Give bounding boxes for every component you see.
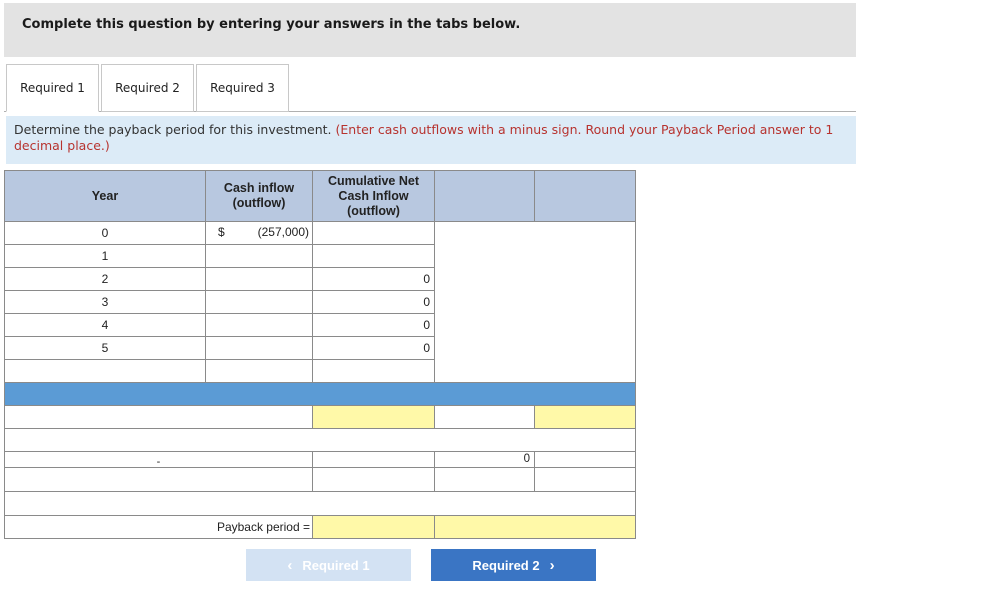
total-cumulative-cell: [312, 359, 435, 383]
calc-input-2[interactable]: [534, 405, 636, 429]
cumulative-cell: 0: [312, 313, 435, 337]
tab-required-2[interactable]: Required 2: [101, 64, 194, 112]
currency-symbol: $: [218, 225, 225, 239]
total-label-cell: [4, 359, 206, 383]
next-label: Required 2: [472, 557, 540, 573]
calc-cell: [312, 467, 435, 492]
header-year: Year: [4, 170, 206, 222]
year-cell: 5: [4, 336, 206, 360]
cash-inflow-input[interactable]: [205, 244, 313, 268]
right-blank-area: [434, 221, 636, 383]
question-instruction: [6, 116, 856, 164]
chevron-right-icon: ›: [549, 556, 555, 574]
spacer-row: [4, 491, 636, 516]
year-cell: 4: [4, 313, 206, 337]
cumulative-cell: 0: [312, 267, 435, 291]
cash-inflow-input[interactable]: [205, 336, 313, 360]
header-blank-1: [434, 170, 535, 222]
instruction-text: Determine the payback period for this investment.: [14, 122, 332, 137]
header-cash-inflow: Cash inflow (outflow): [205, 170, 313, 222]
header-cumulative: Cumulative Net Cash Inflow (outflow): [312, 170, 435, 222]
cash-amount: (257,000): [257, 225, 309, 239]
dash-mark: -: [156, 456, 161, 468]
cumulative-cell: 0: [312, 336, 435, 360]
cumulative-cell: [312, 244, 435, 268]
header-title: Complete this question by entering your answers in the tabs below.: [22, 17, 521, 32]
calc-cell: [4, 467, 313, 492]
previous-label: Required 1: [302, 557, 370, 573]
calc-cell: [534, 467, 636, 492]
cash-inflow-input[interactable]: [205, 290, 313, 314]
tab-required-1[interactable]: Required 1: [6, 64, 99, 112]
year-cell: 3: [4, 290, 206, 314]
calc-result-value: 0: [523, 453, 530, 465]
calc-cell: [312, 451, 435, 468]
cumulative-cell: [312, 221, 435, 245]
calc-input-1[interactable]: [312, 405, 435, 429]
payback-label: Payback period =: [4, 515, 313, 539]
year-cell: 2: [4, 267, 206, 291]
year-cell: 1: [4, 244, 206, 268]
total-cash-cell: [205, 359, 313, 383]
cumulative-cell: 0: [312, 290, 435, 314]
payback-input[interactable]: [312, 515, 435, 539]
cash-inflow-input[interactable]: [205, 267, 313, 291]
calc-cell: [434, 467, 535, 492]
cash-inflow-input[interactable]: [205, 313, 313, 337]
instructions-header: [4, 3, 856, 57]
spacer-row: [4, 428, 636, 452]
calc-label-cell: [4, 405, 313, 429]
chevron-left-icon: ‹: [287, 556, 293, 574]
payback-unit-input[interactable]: [434, 515, 636, 539]
previous-required-button[interactable]: [246, 549, 411, 581]
tab-required-3[interactable]: Required 3: [196, 64, 289, 112]
header-blank-2: [534, 170, 636, 222]
section-divider-row: [4, 382, 636, 406]
calc-cell: [534, 451, 636, 468]
calc-result-cell: [434, 451, 535, 468]
year-cell: 0: [4, 221, 206, 245]
dash-cell: [4, 451, 313, 468]
cash-inflow-input[interactable]: [205, 221, 313, 245]
calc-cell: [434, 405, 535, 429]
instruction-note: (Enter cash outflows with a minus sign. Round your Payback Period answer to 1 decimal place.): [14, 122, 834, 153]
next-required-button[interactable]: [431, 549, 596, 581]
